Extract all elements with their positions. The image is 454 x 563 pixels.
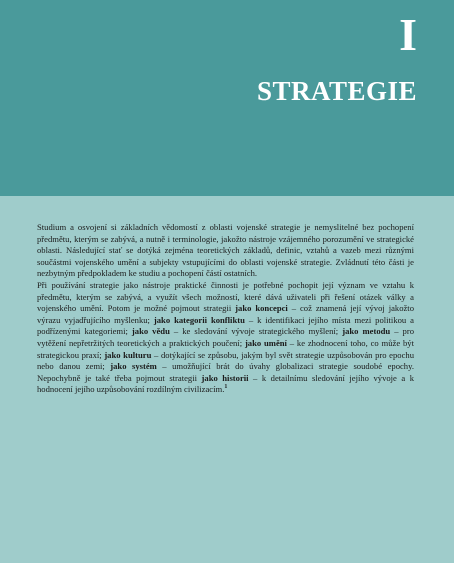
term-metoda: jako metodu	[342, 326, 391, 337]
paragraph-1: Studium a osvojení si základních vědomostí z oblasti vojenské strategie je nemyslitelné bez pochopení předmětu, kterým se zabývá, a nutně i terminologie, jakožto nástroje vzájemného porozumění ve strategické oblasti. Následující stať se dotýká zejména teoretických základů, definic, vztahů a vazeb mezi různými součástmi vojenského umění a subjekty vstupujícími do oblasti vojenské strategie. Zvládnutí této části je nezbytným předpokladem ke studiu a pochopení částí ostatních.	[37, 222, 414, 279]
p2-text-3: – k identifikaci jejího místa mezi politikou a podřízenými kategoriemi;	[37, 314, 414, 337]
p2-text-4: – ke sledování vývoje strategického myšlení;	[169, 326, 343, 337]
term-historie: jako historii	[201, 372, 249, 383]
footnote-reference[interactable]: 1	[224, 384, 228, 391]
term-veda: jako vědu	[131, 326, 170, 337]
part-number: I	[399, 9, 417, 60]
term-kultura: jako kulturu	[104, 349, 152, 360]
term-umeni: jako umění	[244, 337, 287, 348]
p2-text-6: – ke zhodnocení toho, co může být strategickou praxí;	[37, 337, 414, 360]
p2-text-8: – umožňující brát do úvahy globalizaci strategie soudobé epochy. Nepochybně je také třeba pojmout strategii	[37, 361, 414, 383]
paragraph-2	[37, 280, 414, 396]
term-kategorie-konfliktu: jako kategorii konfliktu	[153, 314, 245, 325]
term-system: jako systém	[110, 361, 157, 372]
p2-text-1: Při používání strategie jako nástroje praktické činnosti je potřebné pochopit její význam ve vztahu k předmětu, kterým se zabývá, a využít všech možností, které dává uživateli při řešení otázek války a vojenského umění. Potom je možné pojmout strategii	[37, 279, 414, 314]
intro-text	[37, 222, 414, 396]
p2-text-9: – k detailnímu sledování jejího vývoje a k hodnocení jejího uzpůsobování rozdílným civilizacím.	[37, 372, 414, 395]
p2-text-2: – což znamená její vývoj jakožto výrazu vyjadřujícího myšlenku;	[37, 303, 414, 325]
part-title: STRATEGIE	[256, 76, 417, 106]
p2-text-7: – dotýkající se způsobu, jakým byl svět strategie uzpůsobován pro epochu nebo danou zemi;	[37, 349, 414, 372]
chapter-header-band	[0, 0, 454, 196]
p2-text-5: – pro vytěžení nepřetržitých teoretických a praktických poučení;	[37, 326, 414, 348]
term-koncepce: jako koncepci	[235, 303, 288, 314]
